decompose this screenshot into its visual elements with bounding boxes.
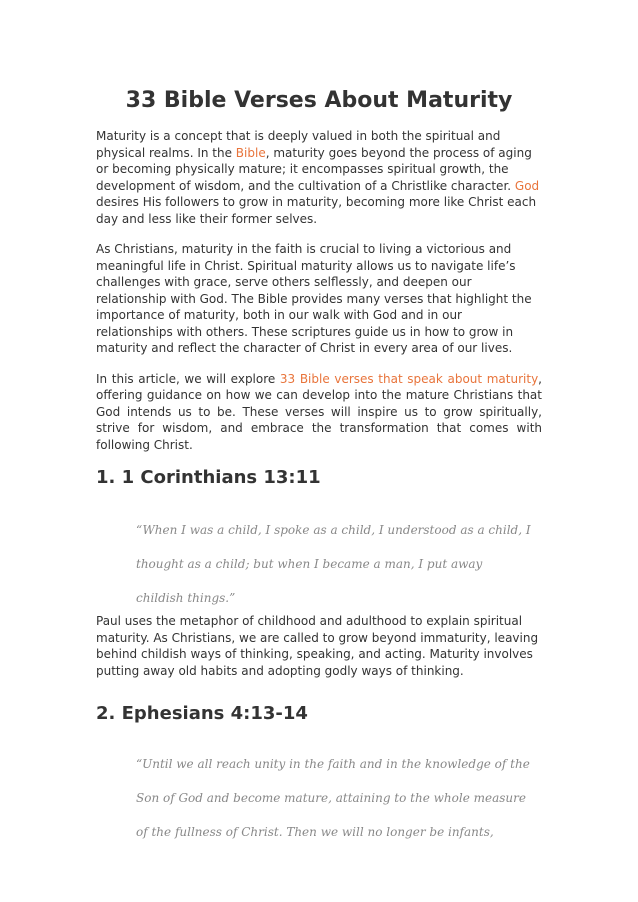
verse-quote [96,747,542,849]
intro-text: Maturity is a concept that is deeply valued in both the spiritual and physical realms. In the [96,129,501,160]
verse-section-1 [96,465,542,679]
verse-heading: 2. Ephesians 4:13-14 [96,703,308,724]
quote-line: of the fullness of Christ. Then we will no longer be infants, [136,825,494,839]
intro-text: , maturity goes beyond the process of aging or becoming physically mature; it encompasses spiritual growth, the development of wisdom, and the cultivation of a Christlike character. [96,145,532,193]
intro-text: In this article, we will explore [96,371,280,386]
quote-line: “Until we all reach unity in the faith and in the knowledge of the [136,757,530,771]
quote-line: “When I was a child, I spoke as a child, I understood as a child, I [136,523,531,537]
maturity-verses-link[interactable]: 33 Bible verses that speak about maturity [279,371,539,386]
god-link[interactable]: God [514,178,540,193]
article [96,84,542,849]
verse-section-2 [96,701,542,849]
intro-text: desires His followers to grow in maturity, becoming more like Christ each day and less like their former selves. [96,195,537,226]
quote-line: Son of God and become mature, attaining to the whole measure [136,791,526,805]
bible-link[interactable]: Bible [235,145,266,160]
intro-paragraph-2: As Christians, maturity in the faith is crucial to living a victorious and meaningful life in Christ. Spiritual maturity allows us to navigate life’s challenges with grace, serve others selflessly, and deepen our relationship with God. The Bible provides many verses that highlight the importance of maturity, both in our walk with God and in our relationships with others. These scriptures guide us in how to grow in maturity and reflect the character of Christ in every area of our lives. [96,242,532,355]
quote-line: thought as a child; but when I became a man, I put away [136,557,483,571]
intro-paragraph-1 [96,128,542,227]
quote-line: childish things.” [136,591,236,605]
verse-quote [96,513,542,615]
verse-heading: 1. 1 Corinthians 13:11 [96,467,321,488]
page-title: 33 Bible Verses About Maturity [125,88,513,113]
intro-text: , offering guidance on how we can develop into the mature Christians that God intends us to be. These verses will inspire us to grow spiritually, strive for wisdom, and embrace the transformation that comes with following Christ. [96,371,542,452]
verse-commentary: Paul uses the metaphor of childhood and adulthood to explain spiritual maturity. As Christians, we are called to grow beyond immaturity, leaving behind childish ways of thinking, speaking, and acting. Maturity involves putting away old habits and adopting godly ways of thinking. [96,614,539,678]
intro-paragraph-3 [96,371,542,454]
